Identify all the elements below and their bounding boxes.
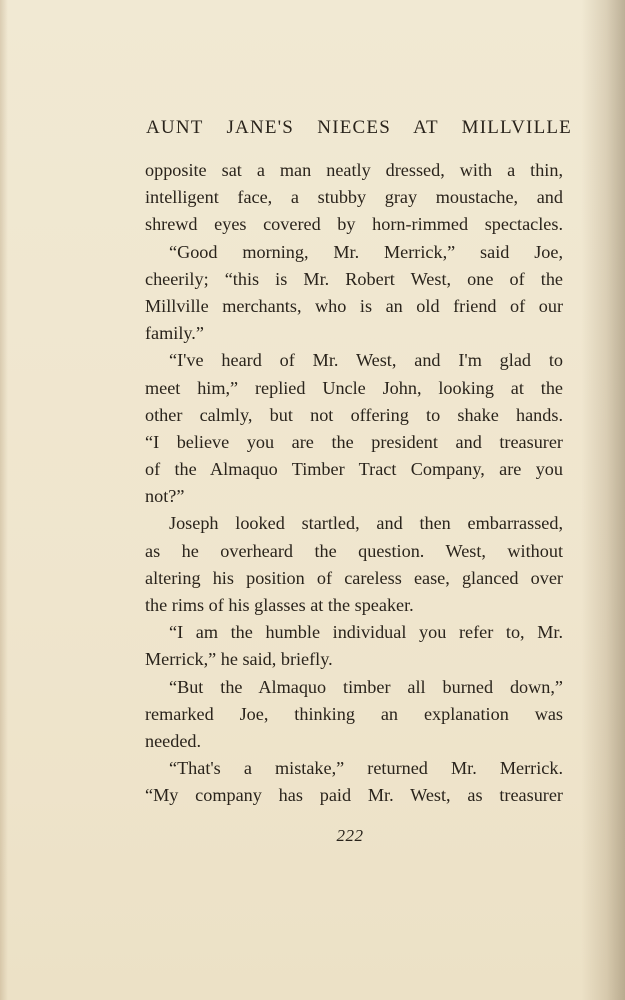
text-line: meet him,” replied Uncle John, looking at the <box>145 377 563 398</box>
text-line: Merrick,” he said, briefly. <box>145 649 333 670</box>
text-line: altering his position of careless ease, glanced over <box>145 567 563 588</box>
text-line: not?” <box>145 486 185 507</box>
text-line: “That's a mistake,” returned Mr. Merrick. <box>169 758 563 779</box>
text-line: Joseph looked startled, and then embarrassed, <box>169 513 563 534</box>
text-line: shrewd eyes covered by horn-rimmed spectacles. <box>145 214 563 235</box>
page-number: 222 <box>336 826 364 845</box>
text-line: “Good morning, Mr. Merrick,” said Joe, <box>169 241 563 262</box>
body-text <box>145 157 563 810</box>
text-line: “My company has paid Mr. West, as treasurer <box>145 785 563 806</box>
text-line: “But the Almaquo timber all burned down,” <box>169 676 563 697</box>
text-line: other calmly, but not offering to shake hands. <box>145 404 563 425</box>
text-line: of the Almaquo Timber Tract Company, are you <box>145 459 563 480</box>
text-line: “I believe you are the president and treasurer <box>145 431 563 452</box>
text-line: “I am the humble individual you refer to, Mr. <box>169 622 563 643</box>
text-line: the rims of his glasses at the speaker. <box>145 595 414 615</box>
running-head: AUNT JANE'S NIECES AT MILLVILLE <box>146 117 572 138</box>
text-line: remarked Joe, thinking an explanation was <box>145 703 563 724</box>
text-line: Millville merchants, who is an old friend of our <box>145 295 563 316</box>
text-line: as he overheard the question. West, without <box>145 540 563 561</box>
text-line: needed. <box>145 730 202 751</box>
text-line: “I've heard of Mr. West, and I'm glad to <box>169 350 563 371</box>
text-line: cheerily; “this is Mr. Robert West, one of the <box>145 268 563 289</box>
text-line: family.” <box>145 323 204 344</box>
text-line: opposite sat a man neatly dressed, with a thin, <box>145 160 563 180</box>
text-line: intelligent face, a stubby gray moustache, and <box>145 187 563 208</box>
